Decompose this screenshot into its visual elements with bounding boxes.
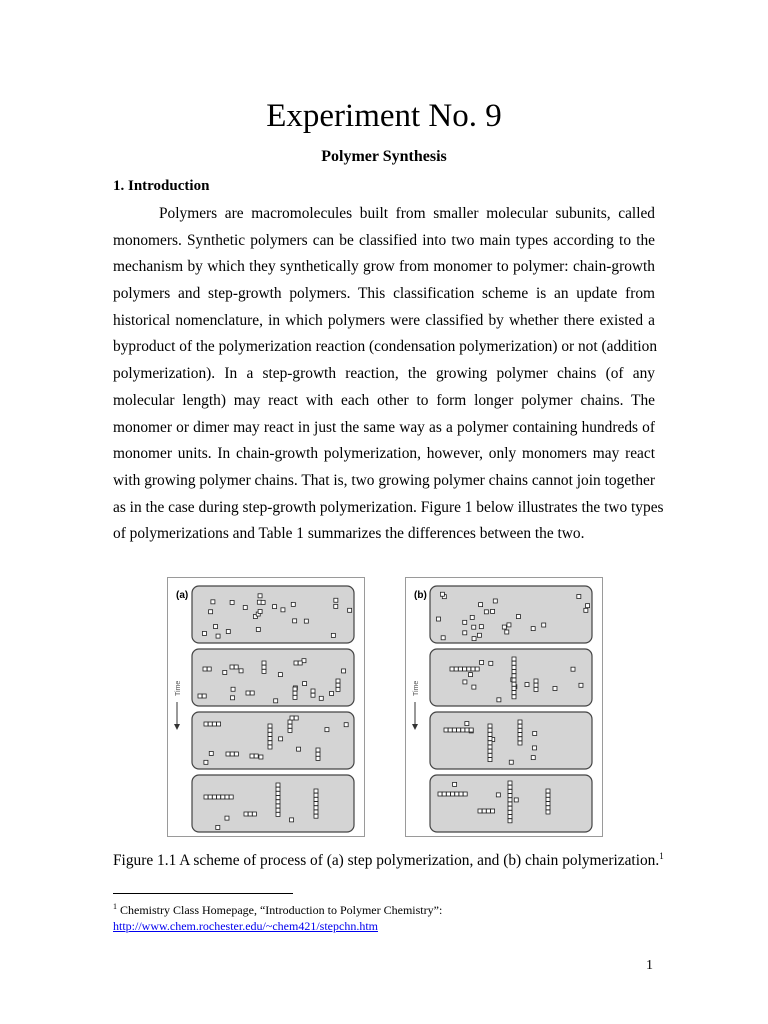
monomer-square [512, 657, 516, 661]
paragraph-line: polymers and step-growth polymers. This classification scheme is an update from [113, 285, 655, 303]
monomer-square [268, 724, 272, 728]
monomer-square [274, 699, 278, 703]
monomer-square [290, 716, 294, 720]
monomer-square [268, 728, 272, 732]
panel-label: (b) [414, 590, 427, 601]
monomer-square [502, 625, 506, 629]
monomer-square [202, 694, 206, 698]
monomer-square [250, 691, 254, 695]
monomer-square [463, 792, 467, 796]
monomer-square [486, 809, 490, 813]
monomer-square [336, 683, 340, 687]
monomer-square [463, 667, 467, 671]
monomer-square [546, 802, 550, 806]
monomer-square [276, 804, 280, 808]
monomer-square [348, 608, 352, 612]
monomer-square [505, 630, 509, 634]
monomer-square [448, 728, 452, 732]
monomer-square [254, 754, 258, 758]
monomer-square [325, 728, 329, 732]
monomer-square [262, 669, 266, 673]
monomer-square [512, 682, 516, 686]
monomer-square [454, 667, 458, 671]
monomer-square [518, 724, 522, 728]
monomer-square [334, 604, 338, 608]
paragraph-line: of polymerizations and Table 1 summarizes the differences between the two. [113, 525, 585, 543]
monomer-square [198, 694, 202, 698]
monomer-square [478, 809, 482, 813]
monomer-square [508, 781, 512, 785]
monomer-square [534, 683, 538, 687]
monomer-square [491, 809, 495, 813]
monomer-square [268, 741, 272, 745]
monomer-square [512, 670, 516, 674]
monomer-square [465, 728, 469, 732]
monomer-square [276, 812, 280, 816]
footnote-link[interactable]: http://www.chem.rochester.edu/~chem421/stepchn.htm [113, 919, 378, 933]
monomer-square [508, 798, 512, 802]
monomer-square [546, 810, 550, 814]
monomer-square [542, 623, 546, 627]
paragraph-line: molecular length) may react with each other to form longer polymer chains. The [113, 391, 655, 409]
stage-panel [192, 712, 354, 769]
monomer-square [288, 724, 292, 728]
monomer-square [336, 679, 340, 683]
document-title: Experiment No. 9 [266, 98, 502, 134]
monomer-square [278, 673, 282, 677]
paragraph-line: monomer units. In chain-growth polymerization, however, only monomers may react [113, 445, 655, 463]
monomer-square [488, 749, 492, 753]
monomer-square [216, 634, 220, 638]
monomer-square [577, 595, 581, 599]
monomer-square [304, 619, 308, 623]
monomer-square [231, 687, 235, 691]
monomer-square [546, 797, 550, 801]
monomer-square [472, 625, 476, 629]
monomer-square [508, 815, 512, 819]
footnote-mark: 1 [113, 902, 117, 911]
monomer-square [509, 760, 513, 764]
monomer-square [314, 810, 318, 814]
monomer-square [319, 696, 323, 700]
monomer-square [293, 687, 297, 691]
monomer-square [553, 686, 557, 690]
monomer-square [216, 825, 220, 829]
paragraph-line: historical nomenclature, in which polymers were classified by whether there existed a [113, 311, 655, 329]
monomer-square [214, 625, 218, 629]
monomer-square [512, 686, 516, 690]
monomer-square [533, 746, 537, 750]
monomer-square [459, 792, 463, 796]
monomer-square [208, 722, 212, 726]
chain-polymerization-diagram [406, 578, 602, 836]
monomer-square [230, 752, 234, 756]
monomer-square [268, 745, 272, 749]
monomer-square [212, 795, 216, 799]
monomer-square [342, 669, 346, 673]
monomer-square [518, 741, 522, 745]
monomer-square [508, 802, 512, 806]
paragraph-line: byproduct of the polymerization reaction (condensation polymerization) or not (addition [113, 338, 658, 356]
paragraph-line: monomers. Synthetic polymers can be classified into two main types according to the [113, 231, 655, 249]
monomer-square [276, 787, 280, 791]
monomer-square [314, 806, 318, 810]
monomer-square [230, 665, 234, 669]
monomer-square [512, 665, 516, 669]
monomer-square [518, 733, 522, 737]
monomer-square [571, 667, 575, 671]
monomer-square [225, 795, 229, 799]
monomer-square [508, 794, 512, 798]
monomer-square [276, 783, 280, 787]
monomer-square [258, 610, 262, 614]
monomer-square [508, 806, 512, 810]
monomer-square [226, 630, 230, 634]
monomer-square [546, 806, 550, 810]
monomer-square [525, 683, 529, 687]
monomer-square [488, 745, 492, 749]
monomer-square [276, 791, 280, 795]
monomer-square [468, 673, 472, 677]
monomer-square [534, 679, 538, 683]
monomer-square [512, 661, 516, 665]
monomer-square [455, 792, 459, 796]
monomer-square [531, 627, 535, 631]
caption-footnote-ref: 1 [659, 851, 664, 861]
stage-panel [192, 775, 354, 832]
monomer-square [316, 748, 320, 752]
monomer-square [484, 610, 488, 614]
monomer-square [243, 606, 247, 610]
monomer-square [330, 691, 334, 695]
monomer-square [336, 687, 340, 691]
monomer-square [469, 728, 473, 732]
monomer-square [261, 600, 265, 604]
monomer-square [234, 752, 238, 756]
figure-panel-b [405, 577, 603, 837]
monomer-square [230, 600, 234, 604]
monomer-square [314, 802, 318, 806]
monomer-square [461, 728, 465, 732]
monomer-square [470, 615, 474, 619]
monomer-square [246, 691, 250, 695]
monomer-square [208, 795, 212, 799]
monomer-square [441, 636, 445, 640]
monomer-square [488, 758, 492, 762]
time-arrowhead [174, 724, 180, 730]
monomer-square [344, 723, 348, 727]
monomer-square [467, 667, 471, 671]
footnote-text: Chemistry Class Homepage, “Introduction to Polymer Chemistry”: [117, 903, 443, 917]
monomer-square [518, 720, 522, 724]
monomer-square [331, 633, 335, 637]
monomer-square [221, 795, 225, 799]
monomer-square [314, 814, 318, 818]
monomer-square [471, 667, 475, 671]
monomer-square [512, 674, 516, 678]
monomer-square [288, 720, 292, 724]
monomer-square [518, 737, 522, 741]
monomer-square [202, 631, 206, 635]
paragraph-line: with growing polymer chains. That is, two growing polymer chains cannot join together [113, 471, 655, 489]
monomer-square [436, 617, 440, 621]
monomer-square [209, 610, 213, 614]
monomer-square [488, 753, 492, 757]
monomer-square [234, 665, 238, 669]
monomer-square [479, 603, 483, 607]
monomer-square [479, 625, 483, 629]
monomer-square [268, 737, 272, 741]
monomer-square [508, 819, 512, 823]
paragraph-line: polymerization). In a step-growth reaction, the growing polymer chains (of any [113, 365, 655, 383]
monomer-square [311, 689, 315, 693]
monomer-square [451, 792, 455, 796]
footnote [113, 899, 442, 934]
monomer-square [488, 737, 492, 741]
monomer-square [229, 795, 233, 799]
time-arrowhead [412, 724, 418, 730]
monomer-square [204, 760, 208, 764]
monomer-square [252, 812, 256, 816]
document-subtitle: Polymer Synthesis [321, 148, 447, 165]
monomer-square [314, 797, 318, 801]
panel-label: (a) [176, 590, 189, 601]
monomer-square [472, 637, 476, 641]
monomer-square [458, 667, 462, 671]
stage-panel [192, 649, 354, 706]
monomer-square [294, 661, 298, 665]
monomer-square [225, 816, 229, 820]
monomer-square [452, 728, 456, 732]
monomer-square [217, 722, 221, 726]
monomer-square [281, 608, 285, 612]
monomer-square [507, 623, 511, 627]
monomer-square [482, 809, 486, 813]
monomer-square [231, 696, 235, 700]
monomer-square [293, 691, 297, 695]
monomer-square [259, 755, 263, 759]
monomer-square [512, 695, 516, 699]
monomer-square [273, 605, 277, 609]
monomer-square [293, 695, 297, 699]
monomer-square [262, 665, 266, 669]
monomer-square [316, 756, 320, 760]
monomer-square [489, 661, 493, 665]
monomer-square [457, 728, 461, 732]
paragraph-line: mechanism by which they synthetically grow from monomer to polymer: chain-growth [113, 258, 655, 276]
paragraph-line: Polymers are macromolecules built from smaller molecular subunits, called [159, 205, 655, 222]
page-number: 1 [646, 958, 653, 973]
monomer-square [516, 615, 520, 619]
monomer-square [256, 627, 260, 631]
monomer-square [276, 796, 280, 800]
monomer-square [534, 687, 538, 691]
monomer-square [472, 685, 476, 689]
monomer-square [450, 667, 454, 671]
monomer-square [518, 728, 522, 732]
monomer-square [276, 808, 280, 812]
monomer-square [491, 609, 495, 613]
time-axis-label: Time [413, 680, 420, 696]
monomer-square [493, 599, 497, 603]
monomer-square [508, 810, 512, 814]
section-heading: 1. Introduction [113, 178, 210, 194]
monomer-square [477, 633, 481, 637]
monomer-square [488, 732, 492, 736]
monomer-square [239, 669, 243, 673]
monomer-square [262, 661, 266, 665]
stage-panel [430, 586, 592, 643]
monomer-square [508, 785, 512, 789]
monomer-square [279, 737, 283, 741]
monomer-square [546, 793, 550, 797]
monomer-square [303, 682, 307, 686]
monomer-square [440, 592, 444, 596]
monomer-square [276, 800, 280, 804]
monomer-square [533, 731, 537, 735]
monomer-square [444, 728, 448, 732]
intro-paragraph [113, 201, 664, 548]
monomer-square [258, 594, 262, 598]
footnote-divider [113, 893, 293, 894]
monomer-square [311, 693, 315, 697]
monomer-square [268, 732, 272, 736]
monomer-square [204, 722, 208, 726]
monomer-square [217, 795, 221, 799]
monomer-square [290, 818, 294, 822]
monomer-square [209, 751, 213, 755]
monomer-square [226, 752, 230, 756]
monomer-square [248, 812, 252, 816]
monomer-square [497, 698, 501, 702]
monomer-square [488, 741, 492, 745]
monomer-square [514, 798, 518, 802]
monomer-square [453, 782, 457, 786]
paragraph-line: as in the case during step-growth polymerization. Figure 1 below illustrates the two types [113, 498, 664, 516]
monomer-square [579, 683, 583, 687]
monomer-square [244, 812, 248, 816]
figure-panel-a [167, 577, 365, 837]
monomer-square [463, 620, 467, 624]
monomer-square [204, 795, 208, 799]
monomer-square [586, 604, 590, 608]
monomer-square [288, 728, 292, 732]
monomer-square [488, 724, 492, 728]
monomer-square [314, 793, 318, 797]
monomer-square [546, 789, 550, 793]
step-polymerization-diagram [168, 578, 364, 836]
monomer-square [223, 670, 227, 674]
monomer-square [463, 680, 467, 684]
monomer-square [488, 728, 492, 732]
monomer-square [203, 667, 207, 671]
time-axis-label: Time [175, 680, 182, 696]
monomer-square [512, 678, 516, 682]
monomer-square [465, 722, 469, 726]
monomer-square [212, 722, 216, 726]
paragraph-line: monomer or dimer may react in just the same way as a polymer containing hundreds of [113, 418, 655, 436]
monomer-square [584, 608, 588, 612]
monomer-square [314, 789, 318, 793]
monomer-square [297, 747, 301, 751]
monomer-square [508, 789, 512, 793]
monomer-square [298, 661, 302, 665]
monomer-square [438, 792, 442, 796]
monomer-square [512, 691, 516, 695]
monomer-square [207, 667, 211, 671]
monomer-square [316, 752, 320, 756]
monomer-square [531, 756, 535, 760]
monomer-square [293, 619, 297, 623]
monomer-square [250, 754, 254, 758]
monomer-square [291, 602, 295, 606]
figure-caption: Figure 1.1 A scheme of process of (a) step polymerization, and (b) chain polymerization.$^1$ [113, 851, 664, 870]
monomer-square [294, 716, 298, 720]
monomer-square [442, 792, 446, 796]
monomer-square [334, 598, 338, 602]
monomer-square [446, 792, 450, 796]
monomer-square [463, 631, 467, 635]
monomer-square [496, 793, 500, 797]
monomer-square [480, 660, 484, 664]
monomer-square [475, 667, 479, 671]
monomer-square [211, 600, 215, 604]
